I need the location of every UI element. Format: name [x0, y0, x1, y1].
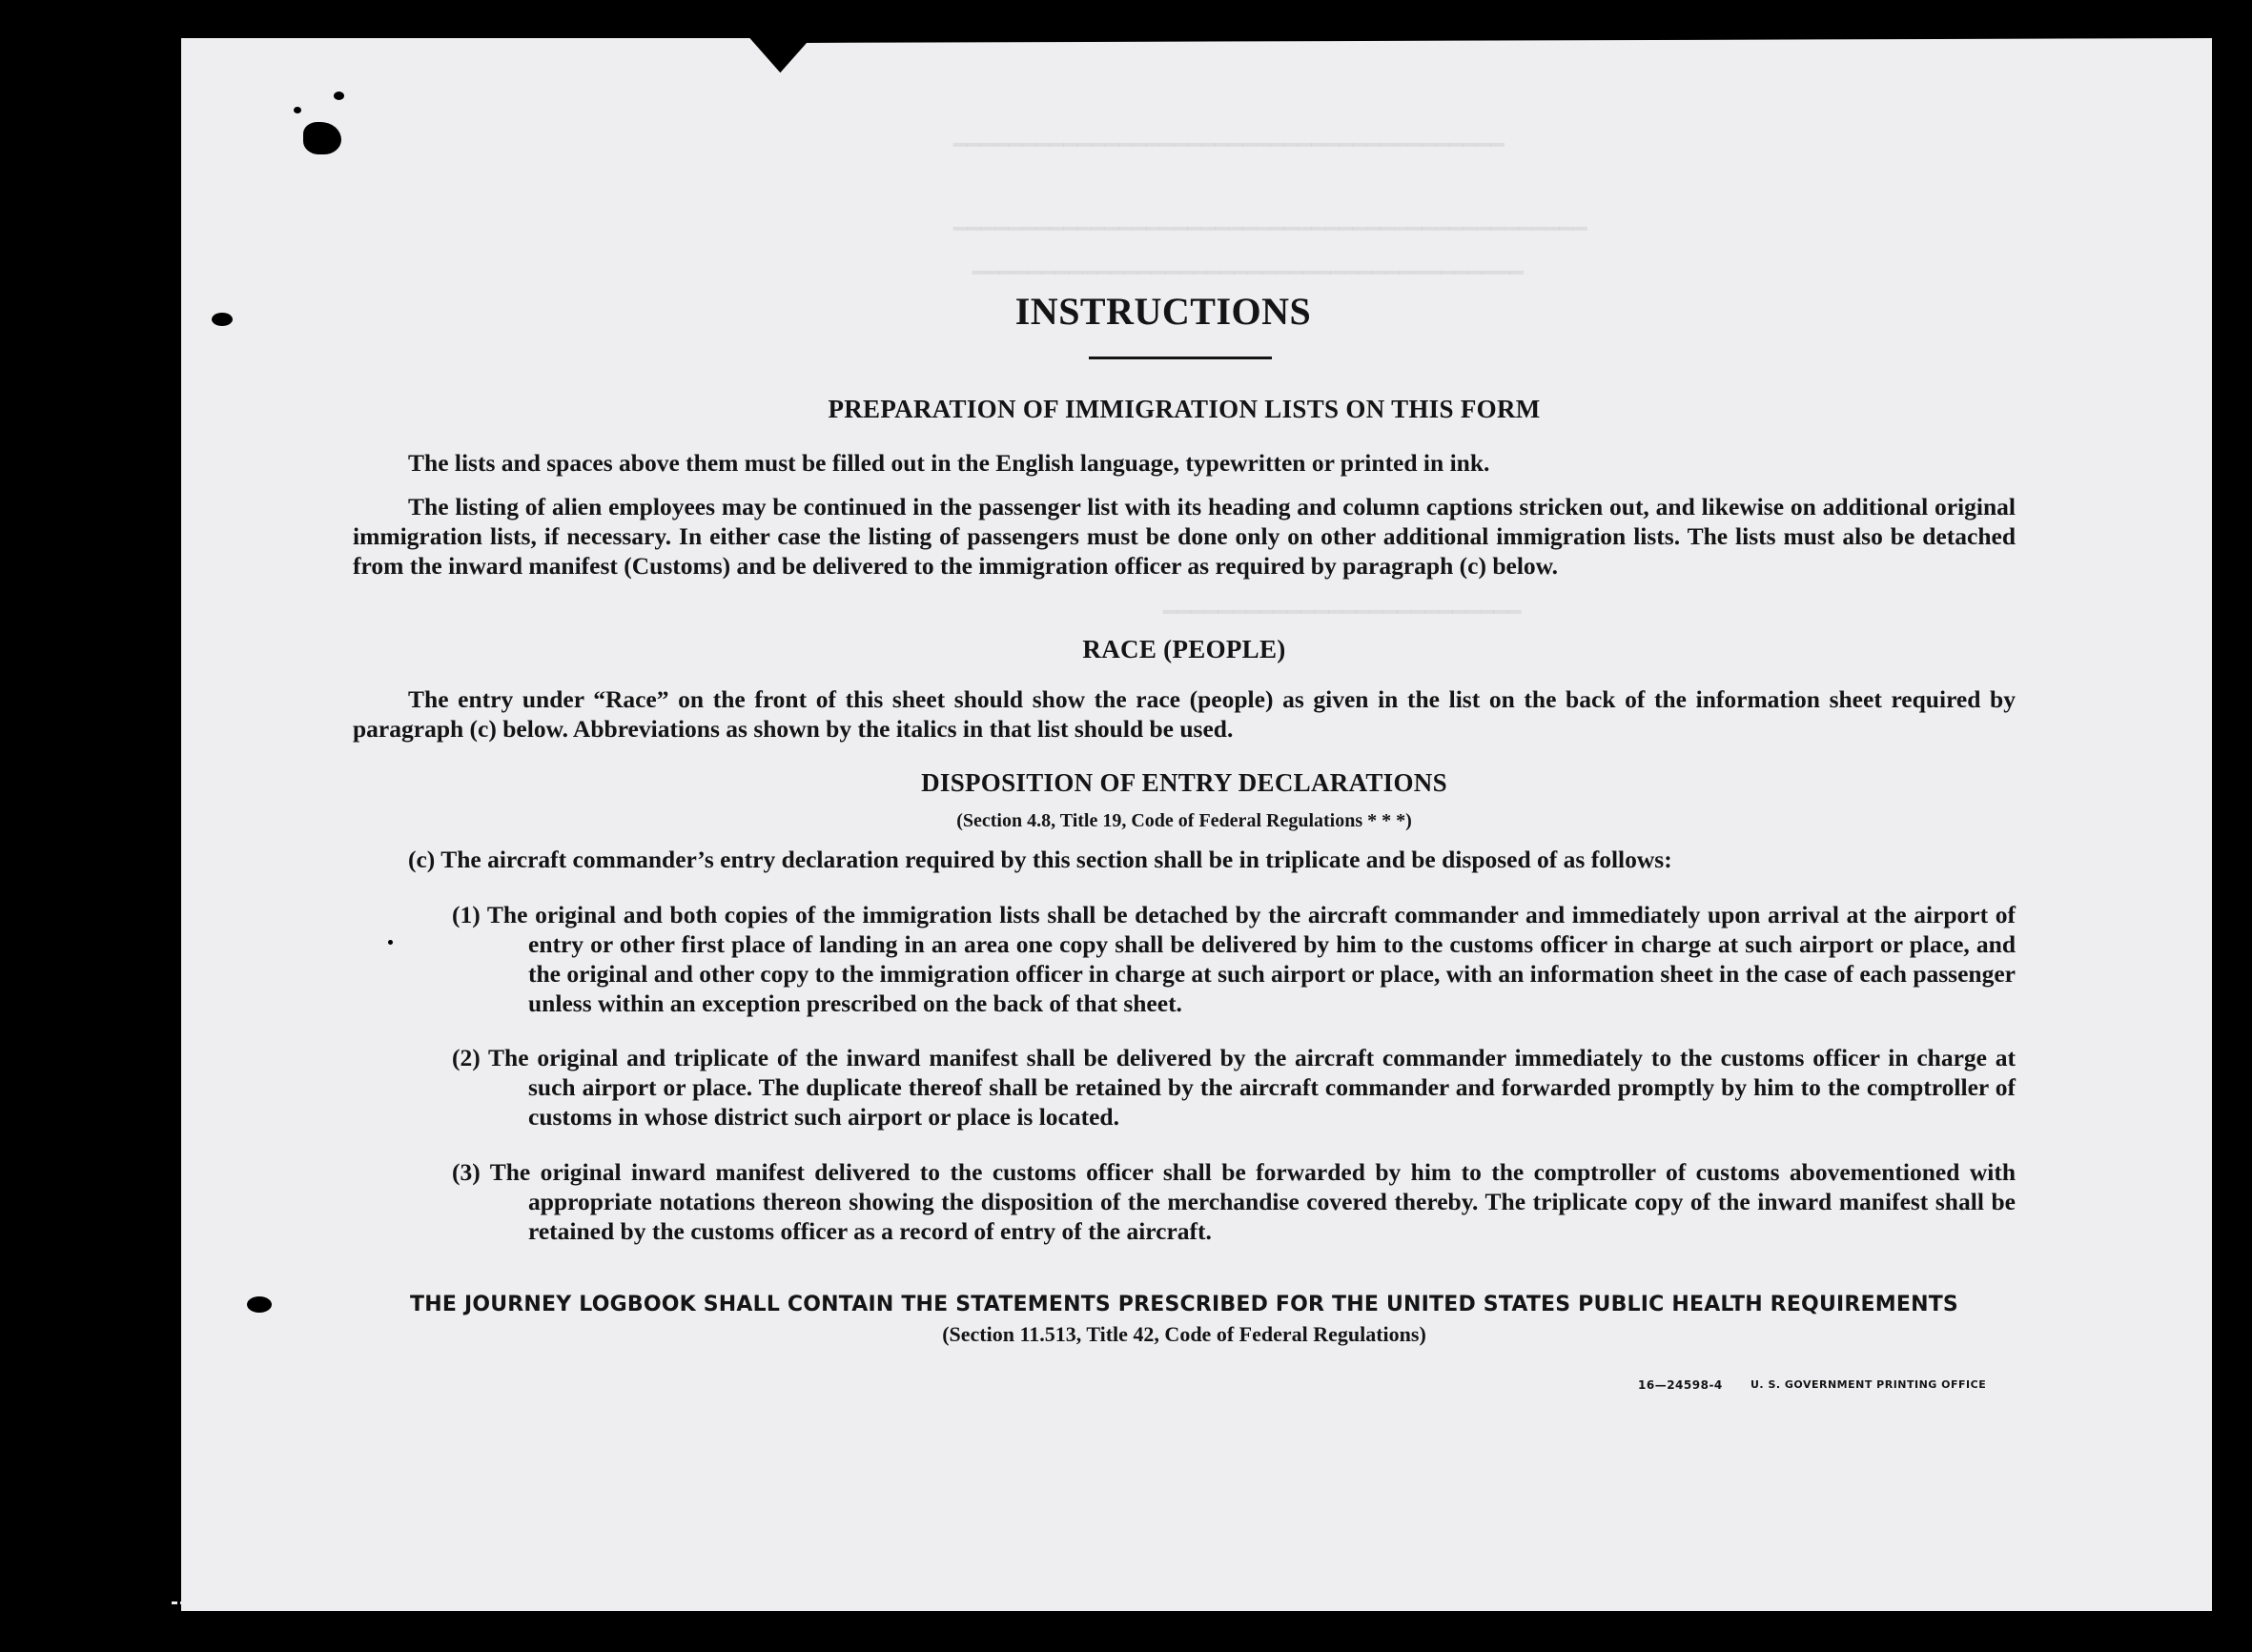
print-office-imprint: U. S. GOVERNMENT PRINTING OFFICE — [1750, 1378, 1987, 1391]
preparation-paragraph-2: The listing of alien employees may be continued in the passenger list with its heading and column captions stricken out, and likewise on additional original immigration lists, if necessary. In either case the listing of passengers must be done only on other additional immigration lists. The lists must also be detached from the inward manifest (Customs) and be delivered to the immigration officer as required by paragraph (c) below. — [353, 493, 2016, 580]
race-paragraph: The entry under “Race” on the front of this sheet should show the race (people) as given in the list on the back of the information sheet required by paragraph (c) below. Abbreviations as shown by the italics in that list should be used. — [353, 685, 2016, 743]
disposition-item-3: (3) The original inward manifest delivered to the customs officer shall be forwarded by him to the comptroller of customs abovementioned with appropriate notations thereon showing the disposition of the merchandise covered thereby. The triplicate copy of the inward manifest shall be retained by the customs officer as a record of entry of the aircraft. — [452, 1158, 2016, 1245]
page-title: INSTRUCTIONS — [1014, 290, 1312, 333]
preparation-paragraph-1: The lists and spaces above them must be filled out in the English language, typewritten or printed in ink. — [408, 449, 1490, 477]
punch-hole-mark — [303, 122, 341, 154]
disposition-item-1: (1) The original and both copies of the immigration lists shall be detached by the aircraft commander and immediately upon arrival at the airport of entry or other first place of landing in an area one copy shall be delivered by him to the customs officer in charge at such airport or place, and the original and other copy to the immigration officer in charge at such airport or place, with an information sheet in the case of each passenger unless within an exception prescribed on the back of that sheet. — [452, 901, 2016, 1017]
heading-race: RACE (PEOPLE) — [1082, 635, 1286, 663]
speck-mark — [388, 940, 393, 945]
disposition-citation: (Section 4.8, Title 19, Code of Federal Regulations * * *) — [956, 810, 1412, 831]
disposition-intro: (c) The aircraft commander’s entry declaration required by this section shall be in triplicate and be disposed of as follows: — [408, 846, 1672, 873]
bleed-through-text: ━━━━━━━━━━━━━━━━━━━━━━━━━━━━━━━━━━━━━━━━ — [972, 262, 1524, 288]
bleed-through-text: ━━━━━━━━━━━━━━━━━━━━━━━━━━ — [1163, 602, 1522, 627]
footer-statement: THE JOURNEY LOGBOOK SHALL CONTAIN THE STATEMENTS PRESCRIBED FOR THE UNITED STATES PUBLIC HEALTH REQUIREMENTS — [410, 1293, 1958, 1316]
bleed-through-text: ━━━━━━━━━━━━━━━━━━━━━━━━━━━━━━━━━━━━━━━━━━━━━━ — [953, 218, 1587, 244]
heading-preparation: PREPARATION OF IMMIGRATION LISTS ON THIS FORM — [828, 395, 1541, 423]
perforation-line — [172, 1601, 2212, 1604]
print-code: 16—24598-4 — [1638, 1378, 1723, 1392]
speck-mark — [294, 107, 301, 113]
title-underline — [1089, 357, 1272, 359]
footer-citation: (Section 11.513, Title 42, Code of Federal Regulations) — [942, 1322, 1426, 1346]
speck-mark — [212, 313, 233, 326]
heading-disposition: DISPOSITION OF ENTRY DECLARATIONS — [921, 768, 1447, 797]
disposition-item-2: (2) The original and triplicate of the inward manifest shall be delivered by the aircraft commander immediately to the customs officer in charge at such airport or place. The duplicate thereof shall be retained by the aircraft commander and forwarded promptly by him to the comptroller of customs in whose district such airport or place is located. — [452, 1044, 2016, 1131]
speck-mark — [334, 92, 344, 100]
speck-mark — [247, 1296, 272, 1313]
bleed-through-text: ━━━━━━━━━━━━━━━━━━━━━━━━━━━━━━━━━━━━━━━━ — [953, 134, 1505, 160]
